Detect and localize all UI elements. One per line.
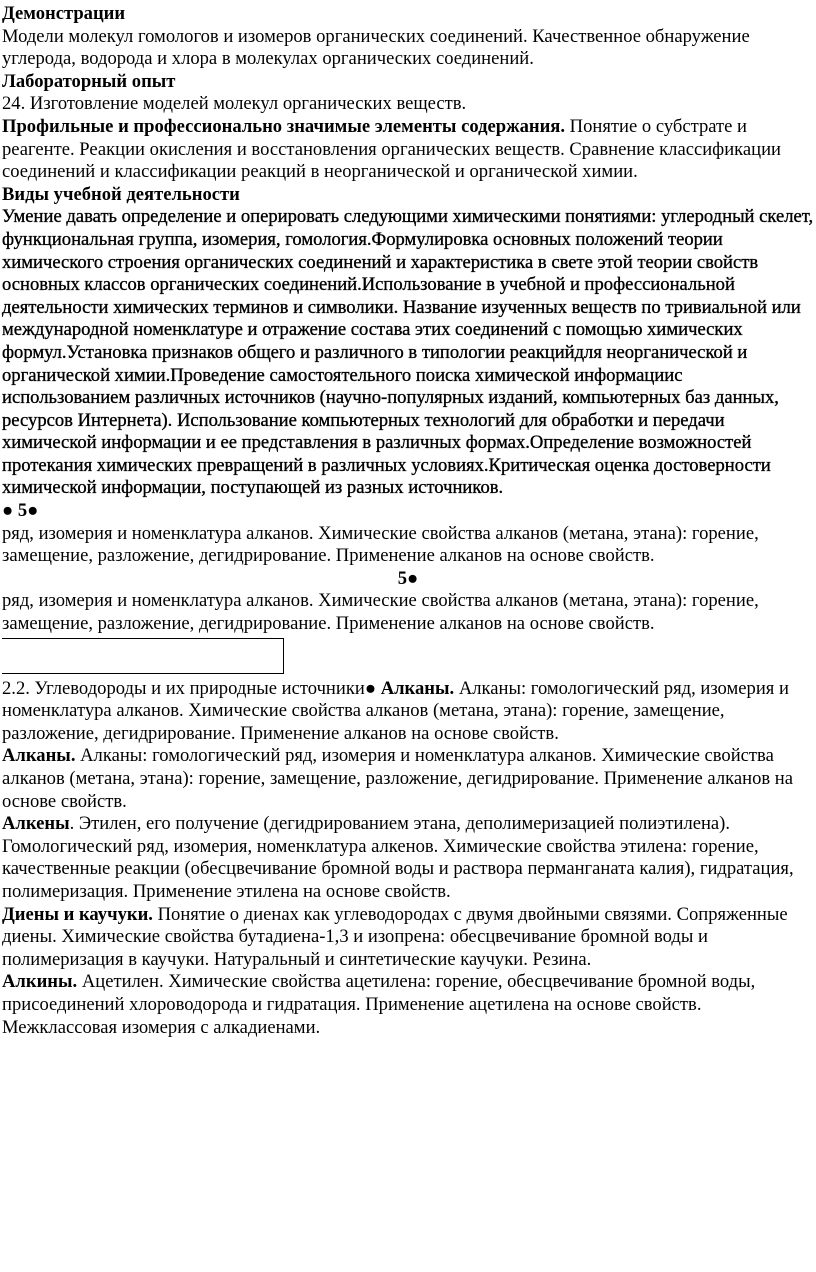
activities-heading: Виды учебной деятельности <box>2 183 240 205</box>
demo-text: Модели молекул гомологов и изомеров органических соединений. Качественное обнаружение углерода, водорода и хлора в молекулах органических соединений. <box>2 25 750 70</box>
dienes-paragraph <box>2 904 814 972</box>
dienes-heading: Диены и каучуки. <box>2 903 153 925</box>
alkenes-paragraph <box>2 813 814 903</box>
profile-text: Понятие о субстрате и реагенте. Реакции окисления и восстановления органических веществ. Сравнение классификации соединений и классификации реакций в неорганической и органической химии. <box>2 115 782 183</box>
fragment2-marker: 5● <box>397 567 419 589</box>
section22-paragraph <box>2 678 814 746</box>
lab-heading: Лабораторный опыт <box>2 70 176 92</box>
activities-body: Умение давать определение и оперировать следующими химическими понятиями: углеродный скелет, функциональная группа, изомерия, гомология.Формулировка основных положений теории химического строения органических соединений и характеристика в свете этой теории свойств основных классов органических соединений.Использование в учебной и профессиональной деятельности химических терминов и символики. Название изученных веществ по тривиальной или международной номенклатуре и отражение состава этих соединений с помощью химических формул.Установка признаков общего и различного в типологии реакцийдля неорганической и органической химии.Проведение самостоятельного поиска химической информациис использованием различных источников (научно-популярных изданий, компьютерных баз данных, ресурсов Интернета). Использование компьютерных технологий для обработки и передачи химической информации и ее представления в различных формах.Определение возможностей протекания химических превращений в различных условиях.Критическая оценка достоверности химической информации, поступающей из разных источников. <box>2 206 814 499</box>
empty-box <box>2 638 284 674</box>
profile-paragraph <box>2 116 814 184</box>
section22-alkanes-heading: Алканы. <box>376 677 455 699</box>
fragment1-marker: ● 5● <box>2 500 39 522</box>
alkynes-text: Ацетилен. Химические свойства ацетилена: горение, обесцвечивание бромной воды, присоединений хлороводорода и гидратация. Применение ацетилена на основе свойств. Межклассовая изомерия с алкадиенами. <box>2 971 756 1038</box>
alkynes-heading: Алкины. <box>2 971 78 993</box>
alkenes-heading: Алкены <box>2 813 70 835</box>
alkanes-paragraph <box>2 745 814 813</box>
demo-heading: Демонстрации <box>2 3 126 24</box>
alkenes-text: . Этилен, его получение (дегидрированием этана, деполимеризацией полиэтилена). Гомологический ряд, изомерия, номенклатура алкенов. Химические свойства этилена: горение, качественные реакции (обесцвечивание бромной воды и раствора перманганата калия), гидратация, полимеризация. Применение этилена на основе свойств. <box>2 813 794 902</box>
fragment1-text: ряд, изомерия и номенклатура алканов. Химические свойства алканов (метана, этана): горение, замещение, разложение, дегидрирование. Применение алканов на основе свойств. <box>2 522 759 567</box>
bullet-icon: ● <box>364 677 377 699</box>
alkanes-heading: Алканы. <box>2 745 76 767</box>
section22-title: 2.2. Углеводороды и их природные источники <box>2 677 365 699</box>
lab-text: 24. Изготовление моделей молекул органических веществ. <box>2 93 467 115</box>
alkynes-paragraph <box>2 971 814 1039</box>
profile-heading: Профильные и профессионально значимые элементы содержания. <box>2 115 566 137</box>
activities-text <box>2 206 814 500</box>
dienes-text: Понятие о диенах как углеводородах с двумя двойными связями. Сопряженные диены. Химические свойства бутадиена-1,3 и изопрена: обесцвечивание бромной воды и полимеризация в каучуки. Натуральный и синтетические каучуки. Резина. <box>2 903 788 970</box>
fragment2-text: ряд, изомерия и номенклатура алканов. Химические свойства алканов (метана, этана): горение, замещение, разложение, дегидрирование. Применение алканов на основе свойств. <box>2 590 759 635</box>
alkanes-text: Алканы: гомологический ряд, изомерия и номенклатура алканов. Химические свойства алканов (метана, этана): горение, замещение, разложение, дегидрирование. Применение алканов на основе свойств. <box>2 745 794 812</box>
section22-alkanes-text: Алканы: гомологический ряд, изомерия и номенклатура алканов. Химические свойства алканов (метана, этана): горение, замещение, разложение, дегидрирование. Применение алканов на основе свойств. <box>2 677 789 744</box>
